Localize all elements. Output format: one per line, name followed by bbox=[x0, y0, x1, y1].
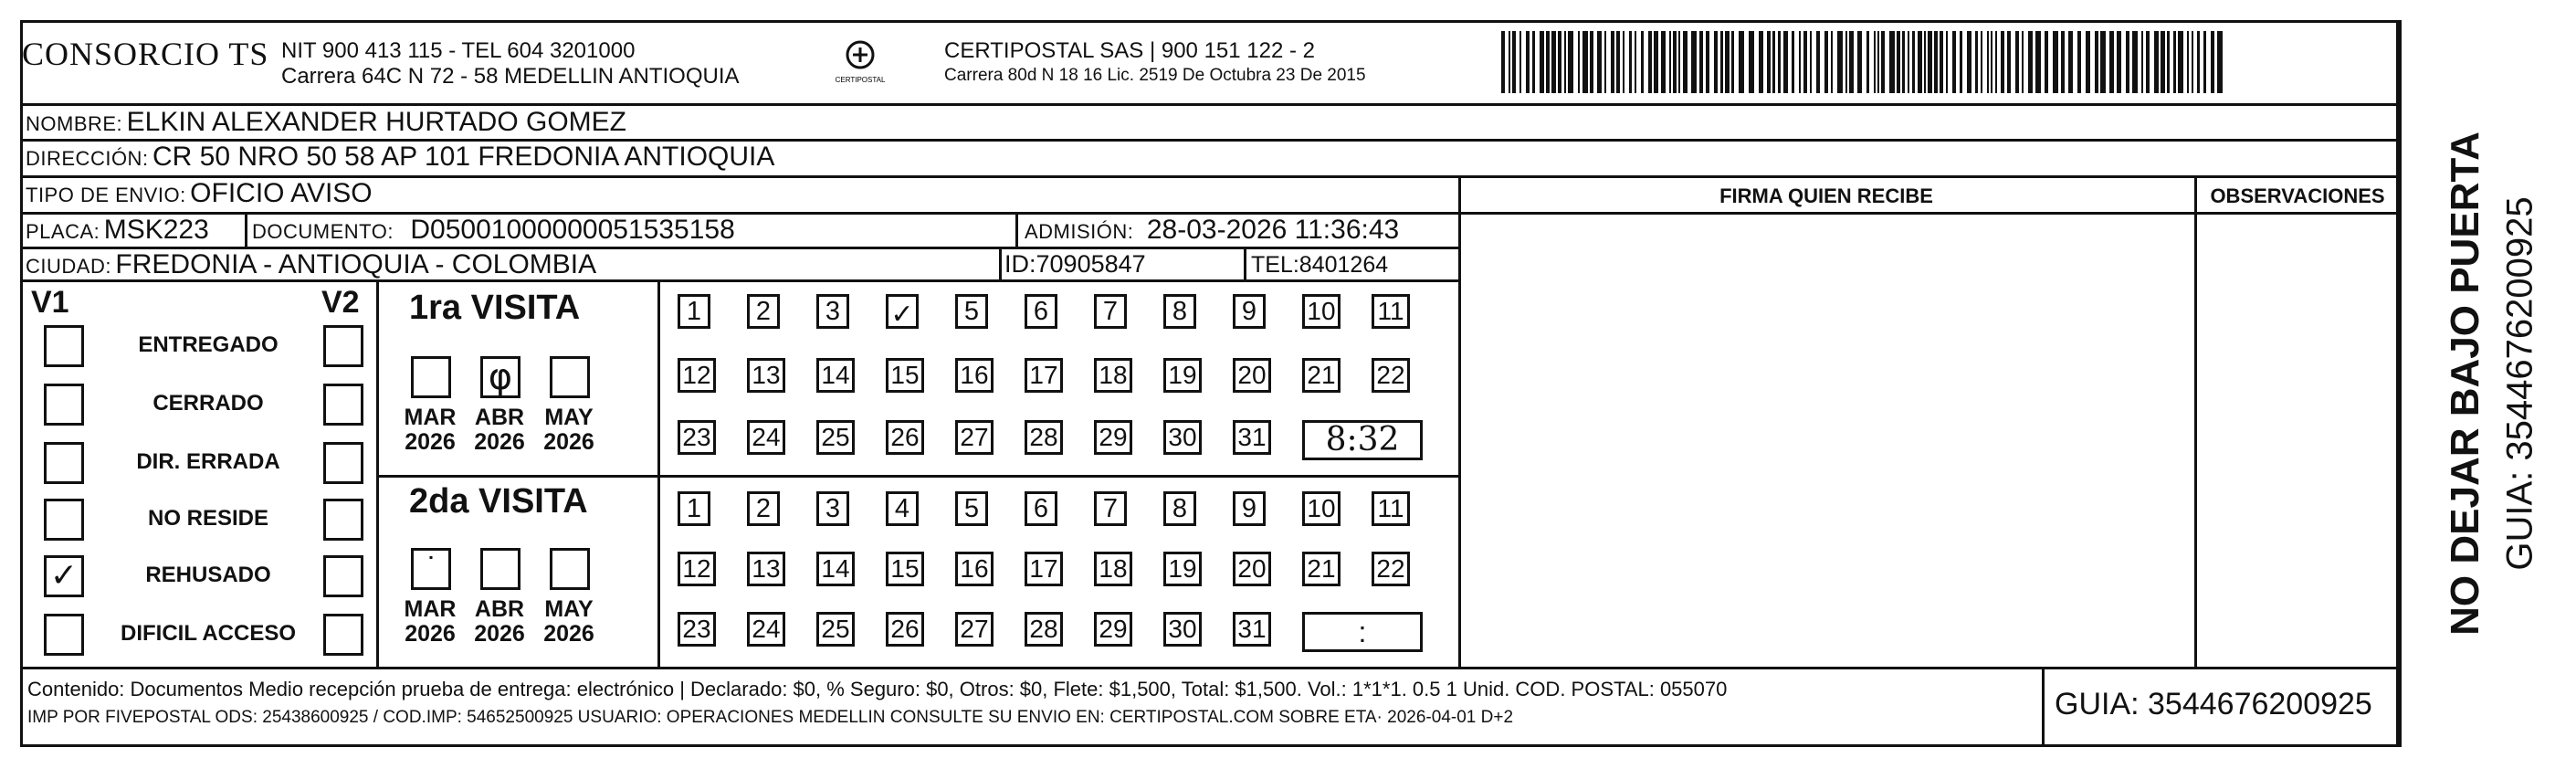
day-box[interactable]: 30 bbox=[1163, 420, 1202, 455]
barcode-bar bbox=[1578, 31, 1580, 93]
barcode-bar bbox=[1759, 31, 1763, 93]
barcode-bar bbox=[1866, 31, 1869, 93]
certipostal-name: CERTIPOSTAL SAS | 900 151 122 - 2 bbox=[944, 38, 1315, 63]
barcode-bar bbox=[1877, 31, 1879, 93]
svg-text:CERTIPOSTAL: CERTIPOSTAL bbox=[835, 76, 886, 84]
day-box[interactable]: 23 bbox=[678, 420, 716, 455]
barcode-bar bbox=[2095, 31, 2098, 93]
day-box[interactable]: 6 bbox=[1025, 491, 1057, 526]
nombre-label: NOMBRE: bbox=[26, 112, 123, 135]
month-year: 2026 bbox=[405, 429, 456, 455]
day-box[interactable]: 15 bbox=[886, 552, 924, 586]
barcode-bar bbox=[1881, 31, 1885, 93]
day-box[interactable]: 14 bbox=[816, 552, 855, 586]
day-box[interactable]: 3 bbox=[816, 491, 849, 526]
day-box[interactable]: 19 bbox=[1163, 552, 1202, 586]
barcode-bar bbox=[1772, 31, 1775, 93]
barcode-bar bbox=[1629, 31, 1632, 93]
barcode-bar bbox=[2217, 31, 2223, 93]
month-checkbox[interactable]: φ bbox=[480, 356, 520, 398]
admision-value: 28-03-2026 11:36:43 bbox=[1146, 215, 1400, 245]
footer-contenido: Contenido: Documentos Medio recepción prueba de entrega: electrónico | Declarado: $0, % Seguro: $0, Otros: $0, Flete: $1,500, Total: $1,500. Vol.: 1*1*1. 0.5 1 Unid. COD. POSTAL: 055070 bbox=[27, 678, 1728, 700]
day-box[interactable]: 21 bbox=[1302, 552, 1341, 586]
barcode-bar bbox=[2045, 31, 2048, 93]
status-option-label: NO RESIDE bbox=[147, 506, 269, 531]
barcode-bar bbox=[1967, 31, 1971, 93]
day-box[interactable]: 31 bbox=[1233, 420, 1271, 455]
day-box[interactable]: 16 bbox=[955, 552, 994, 586]
status-option-label: ENTREGADO bbox=[138, 332, 279, 357]
first-visit-title: 1ra VISITA bbox=[409, 289, 581, 327]
barcode-bar bbox=[2146, 31, 2150, 93]
barcode-bar bbox=[2100, 31, 2106, 93]
barcode-bar bbox=[1641, 31, 1644, 93]
admision-label: ADMISIÓN: bbox=[1025, 220, 1134, 243]
barcode-bar bbox=[1889, 31, 1895, 93]
day-box[interactable]: 6 bbox=[1025, 294, 1057, 329]
barcode-bar bbox=[1558, 31, 1561, 93]
nombre-value: ELKIN ALEXANDER HURTADO GOMEZ bbox=[126, 107, 626, 137]
status-v1-checkbox[interactable] bbox=[44, 384, 84, 426]
day-box[interactable]: 28 bbox=[1025, 612, 1063, 647]
ciudad-label: CIUDAD: bbox=[26, 255, 111, 278]
barcode-bar bbox=[2068, 31, 2073, 93]
barcode-bar bbox=[1874, 31, 1876, 93]
company-address: Carrera 64C N 72 - 58 MEDELLIN ANTIOQUIA bbox=[281, 64, 740, 89]
barcode-bar bbox=[1540, 31, 1544, 93]
no-dejar-bajo-puerta: NO DEJAR BAJO PUERTA bbox=[2443, 132, 2487, 636]
footer-imp: IMP POR FIVEPOSTAL ODS: 25438600925 / COD.IMP: 54652500925 USUARIO: OPERACIONES MEDELLIN CONSULTE SU ENVIO EN: CERTIPOSTAL.COM SOBRE ETA· 2026-04-01 D+2 bbox=[27, 708, 1514, 727]
barcode-bar bbox=[2154, 31, 2159, 93]
signature-area[interactable] bbox=[1461, 215, 2192, 664]
month-label bbox=[468, 405, 531, 455]
company-nit-tel: NIT 900 413 115 - TEL 604 3201000 bbox=[281, 38, 636, 63]
divider bbox=[245, 212, 247, 247]
barcode-bar bbox=[1960, 31, 1962, 93]
barcode-bar bbox=[1995, 31, 1997, 93]
barcode-bar bbox=[1604, 31, 1606, 93]
certipostal-logo bbox=[835, 38, 886, 89]
barcode-bar bbox=[2053, 31, 2058, 93]
company-logo: CONSORCIO TS bbox=[22, 36, 269, 72]
divider bbox=[376, 279, 379, 667]
day-box[interactable]: 5 bbox=[955, 294, 988, 329]
barcode-bar bbox=[1568, 31, 1573, 93]
status-v1-checkbox[interactable] bbox=[44, 442, 84, 484]
divider bbox=[999, 247, 1002, 279]
barcode-bar bbox=[2161, 31, 2165, 93]
barcode-bar bbox=[2203, 31, 2206, 93]
barcode-bar bbox=[1991, 31, 1992, 93]
day-box[interactable]: 2 bbox=[747, 294, 780, 329]
barcode-bar bbox=[1512, 31, 1516, 93]
month-name: ABR bbox=[474, 405, 525, 430]
day-box[interactable]: 24 bbox=[747, 420, 785, 455]
status-v1-checkbox[interactable] bbox=[44, 325, 84, 367]
footer-guia: GUIA: 3544676200925 bbox=[2055, 687, 2372, 721]
barcode-bar bbox=[2167, 31, 2170, 93]
barcode-bar bbox=[1837, 31, 1843, 93]
barcode-bar bbox=[1725, 31, 1730, 93]
month-name: MAY bbox=[544, 405, 594, 430]
barcode-bar bbox=[1946, 31, 1948, 93]
day-box[interactable]: 18 bbox=[1094, 358, 1132, 393]
barcode-bar bbox=[1648, 31, 1652, 93]
day-box[interactable]: 10 bbox=[1302, 294, 1341, 329]
second-visit-title: 2da VISITA bbox=[409, 482, 588, 521]
tel-value: 8401264 bbox=[1299, 252, 1389, 278]
day-box[interactable]: 12 bbox=[678, 552, 716, 586]
row-line bbox=[20, 279, 1458, 282]
month-checkbox[interactable]: ˙ bbox=[411, 548, 451, 590]
barcode-bar bbox=[2197, 31, 2200, 93]
barcode-bar bbox=[1611, 31, 1614, 93]
status-v2-checkbox[interactable] bbox=[323, 555, 363, 597]
month-name: MAY bbox=[544, 596, 594, 622]
tipo-row bbox=[26, 178, 373, 209]
barcode-bar bbox=[2028, 31, 2033, 93]
month-label bbox=[468, 597, 531, 647]
barcode-bar bbox=[1509, 31, 1510, 93]
day-box[interactable]: 13 bbox=[747, 358, 785, 393]
day-box[interactable]: 13 bbox=[747, 552, 785, 586]
barcode-bar bbox=[2132, 31, 2138, 93]
barcode-bar bbox=[1975, 31, 1978, 93]
barcode-bar bbox=[2007, 31, 2011, 93]
certipostal-address: Carrera 80d N 18 16 Lic. 2519 De Octubra 23 De 2015 bbox=[944, 66, 1366, 85]
month-year: 2026 bbox=[474, 429, 525, 455]
barcode-bar bbox=[2061, 31, 2065, 93]
day-box[interactable]: 5 bbox=[955, 491, 988, 526]
observaciones-area[interactable] bbox=[2197, 215, 2396, 664]
observaciones-label: OBSERVACIONES bbox=[2210, 184, 2385, 207]
day-box[interactable]: 20 bbox=[1233, 552, 1271, 586]
barcode-bar bbox=[1616, 31, 1620, 93]
barcode-bar bbox=[1590, 31, 1593, 93]
divider bbox=[2042, 667, 2045, 747]
barcode-bar bbox=[2141, 31, 2143, 93]
barcode-bar bbox=[2015, 31, 2019, 93]
direccion-value: CR 50 NRO 50 58 AP 101 FREDONIA ANTIOQUIA bbox=[152, 142, 775, 172]
barcode-bar bbox=[1699, 31, 1703, 93]
barcode-bar bbox=[1706, 31, 1709, 93]
month-checkbox[interactable] bbox=[550, 548, 590, 590]
id-label: ID: bbox=[1004, 250, 1036, 278]
barcode-bar bbox=[1928, 31, 1932, 93]
day-box[interactable]: 16 bbox=[955, 358, 994, 393]
barcode-bar bbox=[1654, 31, 1658, 93]
day-box[interactable]: 17 bbox=[1025, 552, 1063, 586]
day-box[interactable]: 8 bbox=[1163, 294, 1196, 329]
barcode-bar bbox=[1845, 31, 1847, 93]
documento-label: DOCUMENTO: bbox=[252, 220, 394, 243]
day-box[interactable]: 11 bbox=[1372, 491, 1410, 526]
direccion-label: DIRECCIÓN: bbox=[26, 147, 149, 170]
barcode-bar bbox=[1731, 31, 1734, 93]
barcode-bar bbox=[1635, 31, 1636, 93]
day-box[interactable]: 27 bbox=[955, 420, 994, 455]
nombre-row bbox=[26, 107, 626, 138]
month-checkbox[interactable] bbox=[480, 548, 520, 590]
divider bbox=[1015, 212, 1018, 247]
status-v1-checkbox[interactable] bbox=[44, 499, 84, 541]
month-name: MAR bbox=[404, 405, 457, 430]
barcode-bar bbox=[1799, 31, 1801, 93]
barcode-bar bbox=[1810, 31, 1812, 93]
barcode-bar bbox=[1501, 31, 1505, 93]
barcode-bar bbox=[1902, 31, 1905, 93]
tipo-value: OFICIO AVISO bbox=[190, 178, 373, 208]
barcode-bar bbox=[2109, 31, 2114, 93]
day-box[interactable]: 30 bbox=[1163, 612, 1202, 647]
barcode-bar bbox=[1940, 31, 1943, 93]
barcode-bar bbox=[1582, 31, 1588, 93]
row-line bbox=[376, 475, 1458, 478]
row-line bbox=[20, 175, 2399, 178]
status-v1-checkbox[interactable]: ✓ bbox=[44, 555, 84, 597]
month-checkbox[interactable] bbox=[411, 356, 451, 398]
visit-time-box[interactable]: : bbox=[1302, 612, 1423, 652]
divider bbox=[1244, 247, 1246, 279]
day-box[interactable]: 12 bbox=[678, 358, 716, 393]
placa-row bbox=[26, 215, 209, 246]
day-box[interactable]: 7 bbox=[1094, 491, 1127, 526]
barcode-bar bbox=[1924, 31, 1926, 93]
day-box[interactable]: 4 bbox=[886, 491, 919, 526]
barcode-bar bbox=[1720, 31, 1723, 93]
month-name: ABR bbox=[474, 596, 525, 622]
documento-value: D05001000000051535158 bbox=[410, 215, 735, 245]
direccion-row bbox=[26, 142, 774, 173]
barcode-bar bbox=[2178, 31, 2183, 93]
tel-row bbox=[1251, 252, 1388, 279]
divider bbox=[2399, 20, 2402, 747]
barcode-bar bbox=[1803, 31, 1807, 93]
day-box[interactable]: 25 bbox=[816, 612, 855, 647]
barcode-bar bbox=[1739, 31, 1744, 93]
barcode-bar bbox=[2035, 31, 2041, 93]
barcode-bar bbox=[2126, 31, 2129, 93]
barcode-bar bbox=[2187, 31, 2189, 93]
barcode-bar bbox=[1952, 31, 1956, 93]
day-box[interactable]: 23 bbox=[678, 612, 716, 647]
side-guia: GUIA: 3544676200925 bbox=[2499, 196, 2540, 571]
status-v2-checkbox[interactable] bbox=[323, 442, 363, 484]
barcode-bar bbox=[1526, 31, 1530, 93]
barcode-bar bbox=[1783, 31, 1788, 93]
barcode-bar bbox=[1987, 31, 1989, 93]
barcode-bar bbox=[2086, 31, 2090, 93]
tipo-label: TIPO DE ENVIO: bbox=[26, 184, 186, 206]
day-box[interactable]: 9 bbox=[1233, 294, 1266, 329]
month-year: 2026 bbox=[543, 429, 594, 455]
status-option-label: REHUSADO bbox=[145, 563, 271, 587]
barcode-bar bbox=[1778, 31, 1781, 93]
barcode-bar bbox=[1831, 31, 1833, 93]
day-box[interactable]: 18 bbox=[1094, 552, 1132, 586]
barcode-bar bbox=[1897, 31, 1900, 93]
firma-label: FIRMA QUIEN RECIBE bbox=[1719, 184, 1933, 207]
barcode bbox=[1498, 31, 2228, 93]
tel-label: TEL: bbox=[1251, 252, 1299, 278]
day-box[interactable]: 28 bbox=[1025, 420, 1063, 455]
barcode-bar bbox=[1564, 31, 1566, 93]
barcode-bar bbox=[1849, 31, 1854, 93]
id-row bbox=[1004, 250, 1146, 279]
day-box[interactable]: 26 bbox=[886, 420, 924, 455]
day-box[interactable]: 9 bbox=[1233, 491, 1266, 526]
month-label bbox=[537, 597, 601, 647]
barcode-bar bbox=[1532, 31, 1535, 93]
day-box[interactable]: 8 bbox=[1163, 491, 1196, 526]
barcode-bar bbox=[1683, 31, 1688, 93]
barcode-bar bbox=[1691, 31, 1697, 93]
month-year: 2026 bbox=[474, 621, 525, 647]
day-box[interactable]: 31 bbox=[1233, 612, 1271, 647]
day-box[interactable]: 25 bbox=[816, 420, 855, 455]
day-box[interactable]: 7 bbox=[1094, 294, 1127, 329]
barcode-bar bbox=[1623, 31, 1624, 93]
barcode-bar bbox=[1981, 31, 1982, 93]
barcode-bar bbox=[2192, 31, 2193, 93]
day-box[interactable]: 26 bbox=[886, 612, 924, 647]
status-option-label: DIR. ERRADA bbox=[136, 449, 280, 474]
documento-row bbox=[252, 215, 735, 246]
day-box[interactable]: 11 bbox=[1372, 294, 1410, 329]
status-v1-checkbox[interactable] bbox=[44, 614, 84, 656]
id-value: 70905847 bbox=[1036, 250, 1146, 278]
day-box[interactable]: 17 bbox=[1025, 358, 1063, 393]
day-box[interactable]: 24 bbox=[747, 612, 785, 647]
barcode-bar bbox=[1597, 31, 1602, 93]
month-label bbox=[398, 405, 462, 455]
barcode-bar bbox=[1816, 31, 1820, 93]
barcode-bar bbox=[1661, 31, 1666, 93]
barcode-bar bbox=[1824, 31, 1828, 93]
status-v2-checkbox[interactable] bbox=[323, 325, 363, 367]
month-year: 2026 bbox=[543, 621, 594, 647]
day-box[interactable]: 10 bbox=[1302, 491, 1341, 526]
row-line bbox=[20, 103, 2399, 106]
ciudad-row bbox=[26, 249, 596, 280]
barcode-bar bbox=[1912, 31, 1915, 93]
barcode-bar bbox=[1714, 31, 1718, 93]
day-box[interactable]: 21 bbox=[1302, 358, 1341, 393]
visit-time-box[interactable]: 8:32 bbox=[1302, 420, 1423, 460]
barcode-bar bbox=[1749, 31, 1754, 93]
month-name: MAR bbox=[404, 596, 457, 622]
month-checkbox[interactable] bbox=[550, 356, 590, 398]
status-option-label: CERRADO bbox=[152, 391, 264, 416]
barcode-bar bbox=[2077, 31, 2081, 93]
day-box[interactable]: 27 bbox=[955, 612, 994, 647]
day-box[interactable]: 19 bbox=[1163, 358, 1202, 393]
day-box[interactable]: 22 bbox=[1372, 358, 1410, 393]
barcode-bar bbox=[1669, 31, 1671, 93]
status-v2-checkbox[interactable] bbox=[323, 499, 363, 541]
barcode-bar bbox=[2022, 31, 2024, 93]
day-box[interactable]: 2 bbox=[747, 491, 780, 526]
day-box[interactable]: ✓ bbox=[886, 294, 919, 329]
day-box[interactable]: 1 bbox=[678, 491, 710, 526]
barcode-bar bbox=[1678, 31, 1680, 93]
barcode-bar bbox=[1767, 31, 1771, 93]
ciudad-value: FREDONIA - ANTIOQUIA - COLOMBIA bbox=[115, 249, 597, 279]
barcode-bar bbox=[1546, 31, 1550, 93]
barcode-bar bbox=[1857, 31, 1862, 93]
placa-label: PLACA: bbox=[26, 220, 100, 243]
day-box[interactable]: 1 bbox=[678, 294, 710, 329]
month-year: 2026 bbox=[405, 621, 456, 647]
status-v2-checkbox[interactable] bbox=[323, 384, 363, 426]
barcode-bar bbox=[2173, 31, 2176, 93]
day-box[interactable]: 29 bbox=[1094, 612, 1132, 647]
admision-row bbox=[1025, 215, 1399, 246]
barcode-bar bbox=[1918, 31, 1922, 93]
barcode-bar bbox=[2117, 31, 2121, 93]
barcode-bar bbox=[2001, 31, 2004, 93]
barcode-bar bbox=[1934, 31, 1938, 93]
day-box[interactable]: 22 bbox=[1372, 552, 1410, 586]
day-box[interactable]: 14 bbox=[816, 358, 855, 393]
barcode-bar bbox=[1519, 31, 1521, 93]
placa-value: MSK223 bbox=[103, 215, 209, 245]
v2-label: V2 bbox=[321, 285, 360, 320]
barcode-bar bbox=[1673, 31, 1677, 93]
barcode-bar bbox=[1792, 31, 1794, 93]
status-v2-checkbox[interactable] bbox=[323, 614, 363, 656]
status-option-label: DIFICIL ACCESO bbox=[120, 621, 296, 646]
barcode-bar bbox=[1551, 31, 1556, 93]
barcode-bar bbox=[2211, 31, 2214, 93]
day-box[interactable]: 3 bbox=[816, 294, 849, 329]
divider bbox=[657, 279, 660, 667]
day-box[interactable]: 15 bbox=[886, 358, 924, 393]
day-box[interactable]: 20 bbox=[1233, 358, 1271, 393]
day-box[interactable]: 29 bbox=[1094, 420, 1132, 455]
month-label bbox=[398, 597, 462, 647]
barcode-bar bbox=[1908, 31, 1909, 93]
month-label bbox=[537, 405, 601, 455]
v1-label: V1 bbox=[31, 285, 69, 320]
